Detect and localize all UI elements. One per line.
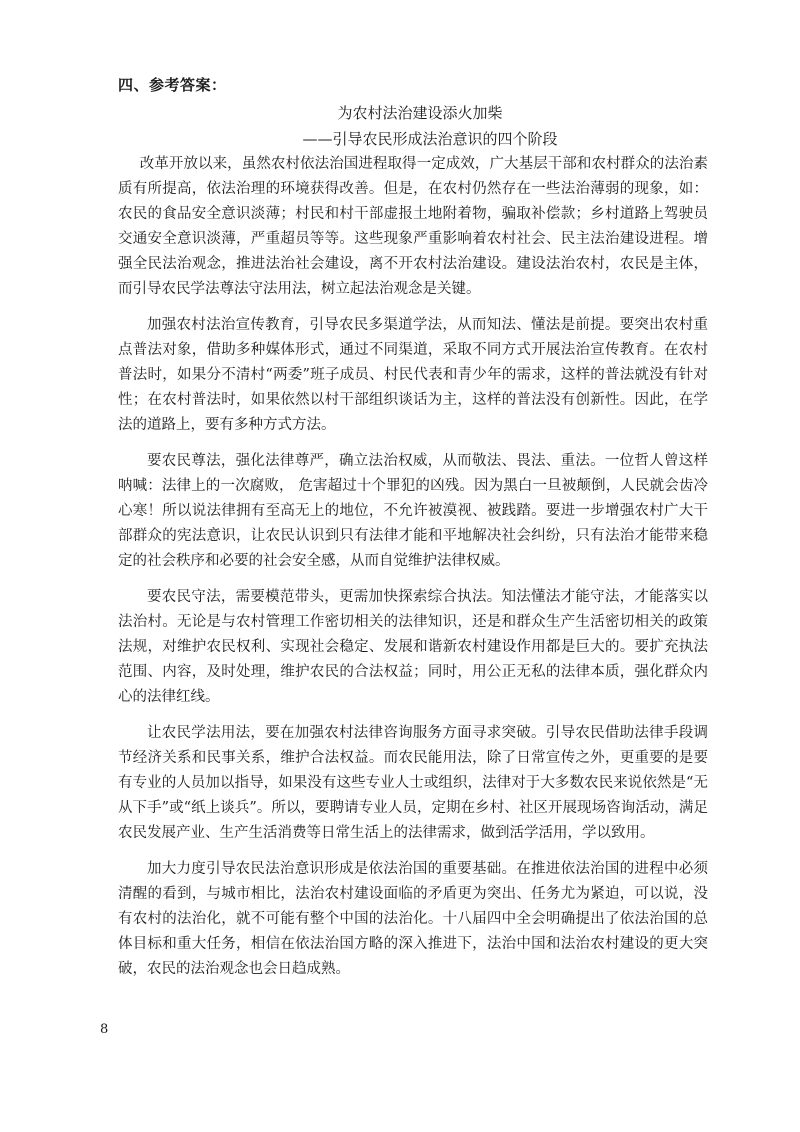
paragraph: 加强农村法治宣传教育，引导农民多渠道学法，从而知法、懂法是前提。要突出农村重点普法对象，借助多种媒体形式，通过不同渠道，采取不同方式开展法治宣传教育。在农村普法时，如果分不清村“两委”班子成员、村民代表和青少年的需求，这样的普法就没有针对性；在农村普法时，如果依然以村干部组织谈话为主，这样的普法没有创新性。因此，在学法的道路上，要有多种方式方法。: [118, 317, 708, 433]
paragraph: 加大力度引导农民法治意识形成是依法治国的重要基础。在推进依法治国的进程中必须清醒的看到，与城市相比，法治农村建设面临的矛盾更为突出、任务尤为紧迫，可以说，没有农村的法治化，就不可能有整个中国的法治化。十八届四中全会明确提出了依法治国的总体目标和重大任务，相信在依法治国方略的深入推进下，法治中国和法治农村建设的更大突破，农民的法治观念也会日趋成熟。: [118, 861, 708, 977]
essay-subtitle: ——引导农民形成法治意识的四个阶段: [302, 130, 558, 148]
essay-body: [118, 152, 708, 993]
paragraph: 要农民尊法，强化法律尊严，确立法治权威，从而敬法、畏法、重法。一位哲人曾这样呐喊：法律上的一次腐败， 危害超过十个罪犯的凶残。因为黑白一旦被颠倒，人民就会齿冷心寒！所以说法律拥有至高无上的地位，不允许被漠视、被践踏。要进一步增强农村广大干部群众的宪法意识，让农民认识到只有法律才能和平地解决社会纠纷，只有法治才能带来稳定的社会秩序和必要的社会安全感，从而自觉维护法律权威。: [118, 453, 708, 569]
paragraph: 改革开放以来，虽然农村依法治国进程取得一定成效，广大基层干部和农村群众的法治素质有所提高，依法治理的环境获得改善。但是，在农村仍然存在一些法治薄弱的现象，如：农民的食品安全意识淡薄；村民和村干部虚报土地附着物，骗取补偿款；乡村道路上驾驶员交通安全意识淡薄，严重超员等等。这些现象严重影响着农村社会、民主法治建设进程。增强全民法治观念，推进法治社会建设，离不开农村法治建设。建设法治农村，农民是主体，而引导农民学法尊法守法用法，树立起法治观念是关键。: [118, 156, 708, 297]
paragraph: 让农民学法用法，要在加强农村法律咨询服务方面寻求突破。引导农民借助法律手段调节经济关系和民事关系，维护合法权益。而农民能用法，除了日常宣传之外，更重要的是要有专业的人员加以指导，如果没有这些专业人士或组织，法律对于大多数农民来说依然是“无从下手”或“纸上谈兵”。所以，要聘请专业人员，定期在乡村、社区开展现场咨询活动，满足农民发展产业、生产生活消费等日常生活上的法律需求，做到活学活用，学以致用。: [118, 725, 708, 841]
page-number: 8: [100, 1022, 109, 1037]
section-heading: 四、参考答案：: [118, 76, 227, 94]
essay-title: 为农村法治建设添火加柴: [337, 104, 503, 122]
paragraph: 要农民守法，需要模范带头，更需加快探索综合执法。知法懂法才能守法，才能落实以法治村。无论是与农村管理工作密切相关的法律知识，还是和群众生产生活密切相关的政策法规，对维护农民权利、实现社会稳定、发展和谐新农村建设作用都是巨大的。要扩充执法范围、内容，及时处理，维护农民的合法权益；同时，用公正无私的法律本质，强化群众内心的法律红线。: [118, 589, 708, 705]
